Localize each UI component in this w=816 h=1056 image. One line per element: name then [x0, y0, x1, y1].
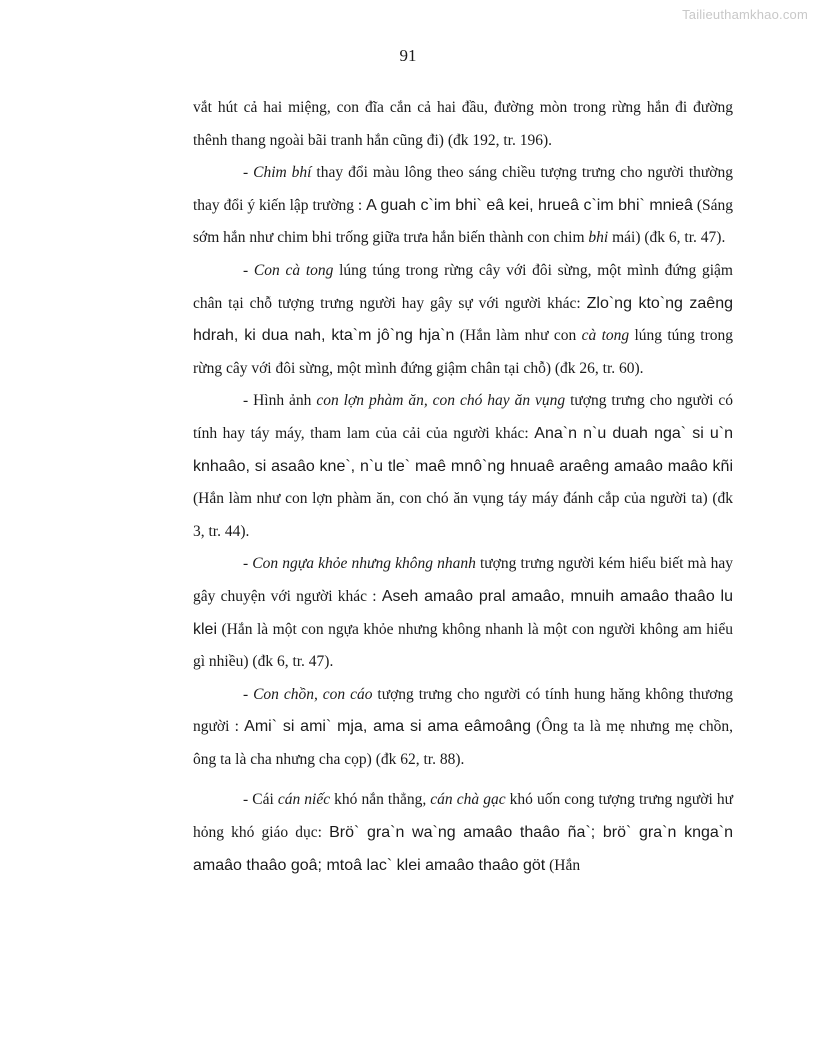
text-run: mái) (đk 6, tr. 47).	[608, 229, 726, 247]
italic-term: con lợn phàm ăn, con chó hay ăn vụng	[316, 392, 566, 410]
jrai-quotation: Zlo`ng kto`ng zaêng hdrah, ki dua nah, kta`m jô`ng hja`n	[193, 294, 733, 345]
text-run: -	[243, 261, 254, 279]
italic-term: cán niếc	[277, 791, 331, 809]
italic-term: Con cà tong	[253, 261, 334, 279]
jrai-quotation: Ami` si ami` mja, ama si ama eâmoâng	[244, 718, 531, 736]
text-run: vắt hút cả hai miệng, con đĩa cắn cả hai đầu, đường mòn trong rừng hắn đi đường thênh thang ngoài bãi tranh hắn cũng đi) (đk 192, tr. 196).	[193, 99, 733, 149]
text-run: lúng túng trong rừng cây với đôi sừng, một mình đứng giậm chân tại chỗ tượng trưng người hay gây sự với người khác:	[193, 261, 733, 312]
text-run: lúng túng trong rừng cây với đôi sừng, một mình đứng giậm chân tại chỗ) (đk 26, tr. 60).	[193, 327, 733, 377]
body-paragraph	[193, 784, 733, 882]
jrai-quotation: Brö` gra`n wa`ng amaâo thaâo ña`; brö` gra`n knga`n amaâo thaâo goâ; mtoâ lac` klei amaâo thaâo göt	[193, 824, 733, 874]
jrai-quotation: Ana`n n`u duah nga` si u`n knhaâo, si asaâo kne`, n`u tle` maê mnô`ng hnuaê araêng amaâo maâo kñi	[193, 424, 733, 475]
text-run: -	[243, 164, 254, 182]
text-run: (Hắn làm như con lợn phàm ăn, con chó ăn vụng táy máy đánh cắp của người ta) (đk 3, tr. 44).	[193, 490, 733, 540]
body-paragraph	[193, 157, 733, 255]
body-paragraph	[193, 385, 733, 548]
body-paragraph	[193, 548, 733, 678]
page-body	[193, 92, 733, 882]
text-run: -	[243, 555, 253, 573]
text-run: (Hắn là một con ngựa khỏe nhưng không nhanh là một con người không am hiểu gì nhiều) (đk 6, tr. 47).	[193, 620, 733, 671]
text-run: (Hắn	[545, 856, 581, 874]
body-paragraph	[193, 255, 733, 385]
text-run: (Hắn làm như con	[454, 327, 582, 345]
text-run: - Cái	[243, 791, 278, 809]
text-run: tượng trưng cho người có tính hung hăng không thương người :	[193, 685, 733, 736]
body-paragraph	[193, 679, 733, 777]
watermark: Tailieuthamkhao.com	[682, 7, 808, 22]
text-run: (Sáng sớm hắn như chim bhi trống giữa trưa hắn biến thành con chim	[193, 196, 733, 247]
text-run: - Hình ảnh	[243, 392, 317, 410]
text-run: khó nắn thẳng	[330, 791, 423, 809]
italic-term: Con ngựa khỏe nhưng không nhanh	[252, 555, 476, 573]
italic-term: Chim bhí	[253, 164, 312, 182]
text-run: thay đổi màu lông theo sáng chiều tượng trưng cho người thường thay đổi ý kiến lập trường :	[193, 164, 734, 214]
italic-term: Con chồn, con cáo	[253, 685, 373, 703]
text-run: -	[243, 685, 254, 703]
italic-term: cà tong	[581, 327, 630, 345]
italic-term: , cán chà gạc	[422, 791, 506, 809]
body-paragraph	[193, 92, 733, 157]
text-run: khó uốn cong tượng trưng người hư hỏng khó giáo dục:	[193, 791, 733, 842]
page-number: 91	[399, 46, 417, 65]
text-run: (Ông ta là mẹ nhưng mẹ chồn, ông ta là cha nhưng cha cọp) (đk 62, tr. 88).	[193, 718, 733, 768]
jrai-quotation: Aseh amaâo pral amaâo, mnuih amaâo thaâo lu klei	[193, 587, 733, 638]
text-run: tượng trưng cho người có tính hay táy máy, tham lam của cải của người khác:	[193, 392, 734, 442]
jrai-quotation: A guah c`im bhi` eâ kei, hrueâ c`im bhi` mnieâ	[366, 196, 693, 214]
text-run: tượng trưng người kém hiểu biết mà hay gây chuyện với người khác :	[193, 555, 733, 605]
italic-term: bhi	[588, 229, 609, 247]
